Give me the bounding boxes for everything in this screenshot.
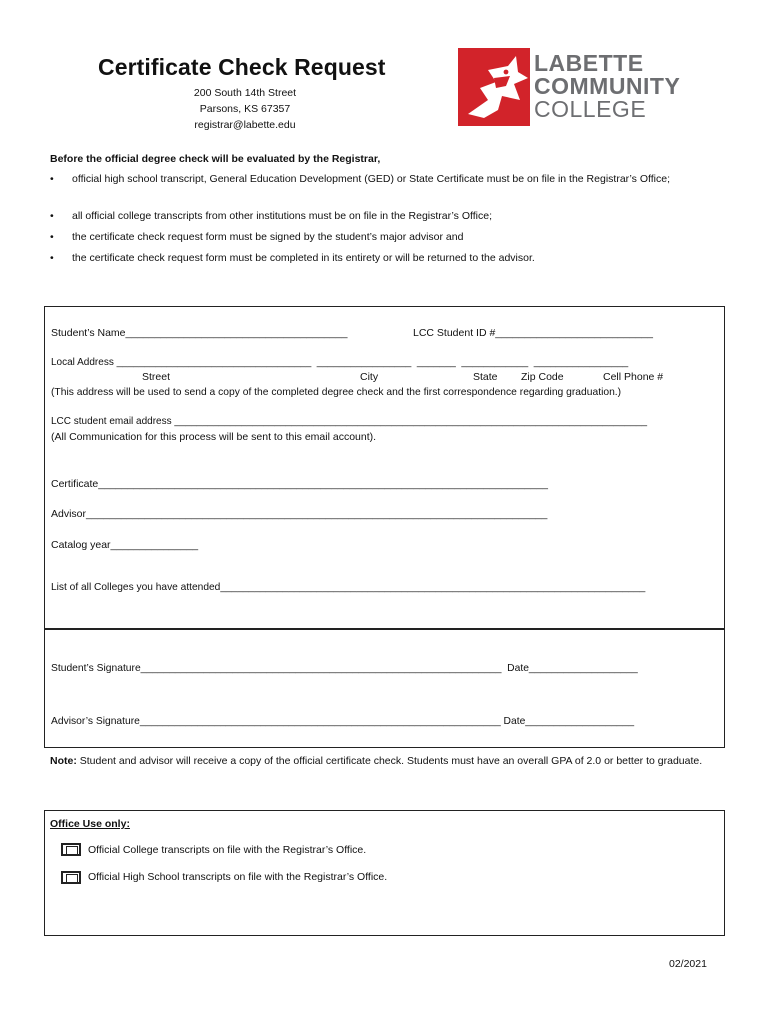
bullet-icon: • bbox=[50, 252, 54, 264]
cardinal-icon bbox=[458, 48, 530, 126]
office-use-title: Office Use only: bbox=[50, 818, 130, 830]
catalog-year-field[interactable]: Catalog year_______________ bbox=[51, 539, 199, 551]
student-email-field[interactable]: LCC student email address _____________________________________________________________________________________ bbox=[51, 416, 648, 427]
logo-word-college: COLLEGE bbox=[534, 96, 647, 122]
requirement-item: • the certificate check request form must be signed by the student’s major advisor and bbox=[50, 231, 464, 243]
certificate-field[interactable]: Certificate_____________________________________________________________________________ bbox=[51, 478, 548, 490]
cell-phone-caption: Cell Phone # bbox=[603, 371, 664, 383]
college-transcripts-label: Official College transcripts on file with the Registrar’s Office. bbox=[88, 844, 367, 856]
intro-text: Before the official degree check will be evaluated by the Registrar, bbox=[50, 153, 381, 165]
college-transcripts-checkbox[interactable] bbox=[61, 843, 81, 856]
registrar-email: registrar@labette.edu bbox=[194, 119, 296, 131]
advisor-signature-field[interactable]: Advisor’s Signature_______________________________________________________________ Date___________________ bbox=[51, 716, 635, 727]
address-line-1: 200 South 14th Street bbox=[193, 87, 297, 99]
student-signature-field[interactable]: Student’s Signature_______________________________________________________________ Date___________________ bbox=[51, 663, 638, 674]
logo-word-community: COMMUNITY bbox=[534, 73, 681, 99]
advisor-field[interactable]: Advisor_______________________________________________________________________________ bbox=[51, 508, 548, 520]
high-school-transcripts-checkbox[interactable] bbox=[61, 871, 81, 884]
student-name-field[interactable]: Student’s Name______________________________________ bbox=[51, 327, 348, 339]
city-caption: City bbox=[360, 371, 379, 383]
bullet-icon: • bbox=[50, 231, 54, 243]
email-note: (All Communication for this process will be sent to this email account). bbox=[51, 431, 377, 443]
student-id-field[interactable]: LCC Student ID #___________________________ bbox=[413, 327, 653, 339]
note-paragraph bbox=[50, 752, 730, 770]
zip-caption: Zip Code bbox=[521, 371, 564, 383]
requirement-item: • all official college transcripts from other institutions must be on file in the Registrar’s Office; bbox=[50, 210, 492, 222]
bullet-icon: • bbox=[50, 173, 54, 185]
requirement-item: • the certificate check request form must be completed in its entirety or will be returned to the advisor. bbox=[50, 252, 535, 264]
colleges-attended-field[interactable]: List of all Colleges you have attended___________________________________________________________________________ bbox=[51, 582, 646, 593]
note-text: Student and advisor will receive a copy of the official certificate check. Students must have an overall GPA of 2.0 or better to graduate. bbox=[76, 755, 703, 767]
local-address-field[interactable]: Local Address ___________________________________ _________________ _______ ____________ _________________ bbox=[51, 357, 629, 368]
state-caption: State bbox=[473, 371, 498, 383]
bullet-icon: • bbox=[50, 210, 54, 222]
page-title: Certificate Check Request bbox=[98, 54, 386, 80]
address-line-2: Parsons, KS 67357 bbox=[199, 103, 291, 115]
requirement-item: • official high school transcript, General Education Development (GED) or State Certificate must be on file in the Registrar’s Office; bbox=[50, 173, 671, 185]
signature-box bbox=[44, 628, 725, 748]
logo-word-labette: LABETTE bbox=[534, 50, 644, 76]
form-revision-date: 02/2021 bbox=[669, 958, 707, 970]
street-caption: Street bbox=[142, 371, 171, 383]
note-label: Note: bbox=[50, 755, 77, 767]
high-school-transcripts-label: Official High School transcripts on file with the Registrar’s Office. bbox=[88, 871, 388, 883]
address-note: (This address will be used to send a copy of the completed degree check and the first correspondence regarding graduation.) bbox=[51, 387, 622, 398]
